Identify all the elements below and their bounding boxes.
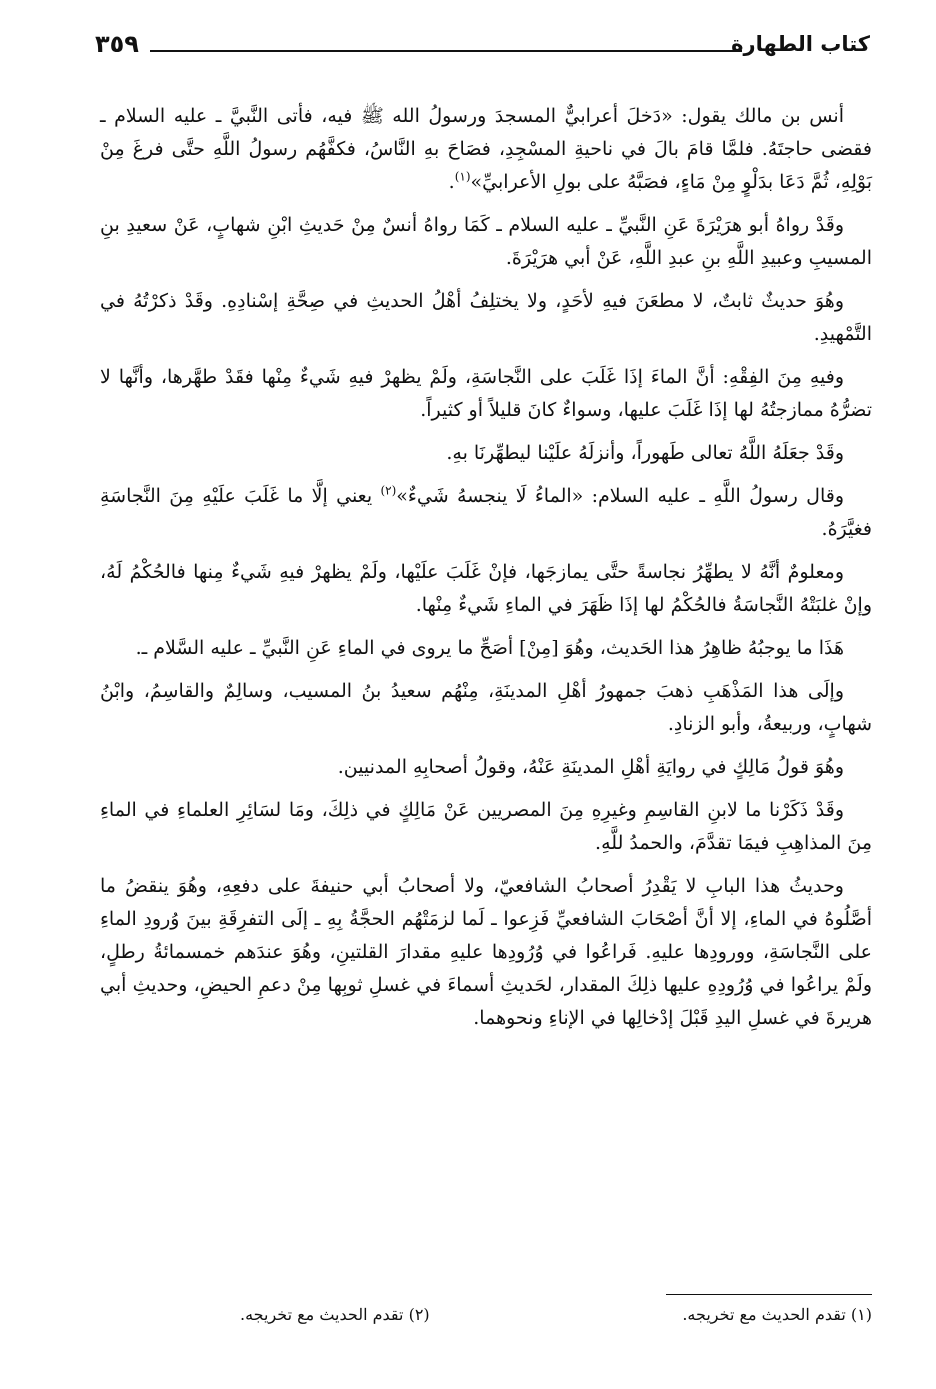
page-number: ٣٥٩ <box>95 30 139 58</box>
paragraph: وهُوَ قولُ مَالِكٍ في روايَةِ أهْلِ المدينَةِ عَنْهُ، وقولُ أصحابِهِ المدنيين. <box>337 756 844 778</box>
footnote-rule <box>666 1294 872 1295</box>
footnote-ref[interactable]: (٢) <box>380 483 397 498</box>
footnote-2 <box>240 1305 430 1324</box>
paragraph: وقَدْ جعَلَهُ اللَّهُ تعالى طَهوراً، وأنزلَهُ علَيْنا ليطهِّرنَا بهِ. <box>446 442 844 464</box>
paragraph: وحديثُ هذا البابِ لا يَقْدِرُ أصحابُ الشافعيّ، ولا أصحابُ أبي حنيفةَ على دفعِهِ، وهُوَ ينقضُ ما أصَّلُوهُ في الماءِ، إلا أنَّ أصْحَابَ الشافعيِّ فَزِعوا ـ لَما لزمَتْهُم الحجَّةُ بِهِ ـ إلَى التفرِقَةِ بينَ وُرودِ الماءِ على النَّجاسَةِ، وورودِها عليهِ. فَراعُوا في وُرُودِها عليهِ مقدارَ القلتينِ، وهُوَ عندَهم خمسمائةُ رطلٍ، ولَمْ يراعُوا في وُرُودِهِ عليها ذلِكَ المقدار، لحَديثِ أسماءَ في غسلِ ثوبِها مِنْ دعمِ الحيضِ، وحديثِ أبي هريرةَ في غسلِ اليدِ قَبْلَ إدْخالِها في الإناءِ ونحوهما. <box>100 875 872 1029</box>
paragraph: ومعلومٌ أنَّهُ لا يطهِّرُ نجاسةً حتَّى يمازجَها، فإنْ غَلَبَ علَيْها، ولَمْ يظهرْ فيهِ شَيءٌ مِنها فالحُكْمُ لَهُ، وإنْ غلبَتْهُ النَّجاسَةُ فالحُكْمُ لها إذَا ظَهَرَ في الماءِ شَيءٌ مِنْها. <box>100 561 872 616</box>
footnote-text: تقدم الحديث مع تخريجه. <box>682 1305 846 1324</box>
body-text <box>100 100 872 1045</box>
footnote-text: تقدم الحديث مع تخريجه. <box>240 1305 404 1324</box>
paragraph: وهُوَ حديثٌ ثابتٌ، لا مطعَنَ فيهِ لأحَدٍ، ولا يختلِفُ أهْلُ الحديثِ في صِحَّةِ إسْنادِهِ. وقَدْ ذكرْتُهُ في التَّمْهيدِ. <box>100 290 872 345</box>
paragraph: وقَدْ ذَكَرْنا ما لابنِ القاسِمِ وغيرِهِ مِنَ المصريين عَنْ مَالِكٍ في ذلِكَ، ومَا لسَائِرِ العلماءِ في الماءِ مِنَ المذاهِبِ فيمَا تقدَّمَ، والحمدُ للَّهِ. <box>100 799 872 854</box>
running-header <box>95 30 870 66</box>
footnote-1 <box>682 1305 872 1324</box>
footnote-ref[interactable]: (١) <box>454 169 471 184</box>
paragraph: هَذَا ما يوجبُهُ ظاهِرُ هذا الحَديث، وهُوَ [مِنْ] أصَحِّ ما يروى في الماءِ عَنِ النَّبيِّ ـ عليه السَّلام ـ. <box>135 637 844 659</box>
footnotes <box>240 1305 872 1335</box>
paragraph: وقال رسولُ اللَّهِ ـ عليه السلام: «الماءُ لَا ينجسهُ شَيءٌ»$^{(٢)}$ يعني إلَّا ما غَلَبَ علَيْهِ مِنَ النَّجاسَةِ فغيَّرَهُ. <box>100 483 872 540</box>
chapter-title: كتاب الطهارة <box>731 32 870 56</box>
footnote-marker: (١) <box>850 1305 872 1324</box>
paragraph: أنس بن مالك يقول: «دَخلَ أعرابيٌّ المسجدَ ورسولُ الله ﷺ فيه، فأتى النَّبيَّ ـ عليه السلام ـ فقضى حاجتَهُ. فلمَّا قامَ بالَ في ناحيةِ المسْجِدِ، فصَاحَ بهِ النَّاسُ، فكفَّهُم رسولُ اللَّهِ حتَّى فرغَ مِنْ بَوْلِهِ، ثُمَّ دَعَا بدَلْوٍ مِنْ مَاءٍ، فصَبَّهُ على بولِ الأعرابيِّ»$^{(١)}$. <box>100 105 872 193</box>
paragraph: وقَدْ رواهُ أبو هرَيْرَةَ عَنِ النَّبيِّ ـ عليه السلام ـ كَمَا رواهُ أنسٌ مِنْ حَديثِ ابْنِ شهابٍ، عَنْ سعيدِ بنِ المسيبِ وعبيدِ اللَّهِ بنِ عبدِ اللَّهِ، عَنْ أبي هرَيْرَةَ. <box>100 214 872 269</box>
header-rule <box>150 50 742 52</box>
paragraph: وإلَى هذا المَذْهَبِ ذهبَ جمهورُ أهْلِ المدينَةِ، مِنْهُم سعيدُ بنُ المسيب، وسالِمٌ والقاسِمُ، وابْنُ شهابٍ، وربيعةُ، وأبو الزنادِ. <box>100 680 872 735</box>
footnote-marker: (٢) <box>408 1305 430 1324</box>
paragraph: وفيهِ مِنَ الفِقْهِ: أنَّ الماءَ إذَا غَلَبَ على النَّجاسَةِ، ولَمْ يظهرْ فيهِ شَيءٌ مِنْها فقَدْ طهَّرها، وأنَّها لا تضرُّهُ ممازجتُهُ لها إذَا غَلَبَ عليها، وسواءٌ كانَ قليلاً أو كثيراً. <box>100 366 872 421</box>
